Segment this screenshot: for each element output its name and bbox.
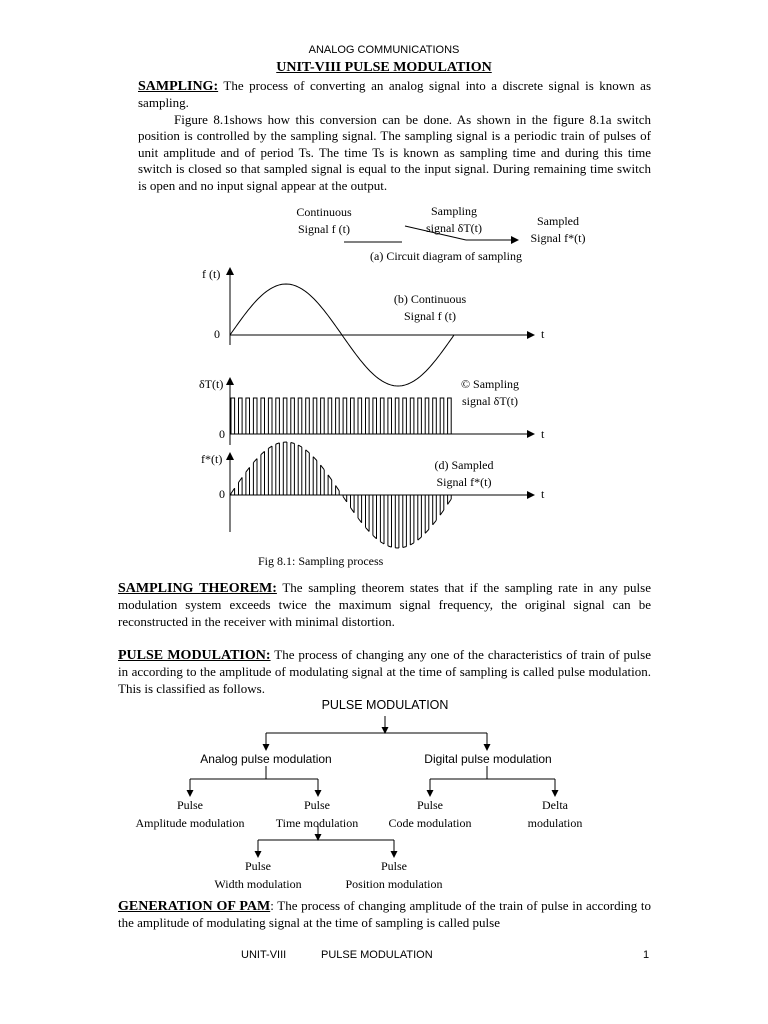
- tree-root: PULSE MODULATION: [321, 698, 449, 712]
- circuit-switch-arm: [405, 226, 466, 240]
- generation-pam-text: : The process of changing amplitude of the train of pulse in according to the amplitude of modulating signal at the time of sampling is called pulse: [118, 898, 652, 931]
- tree-pwm-1: Pulse: [244, 859, 271, 873]
- t-label-3: t: [541, 487, 545, 501]
- sampled-pulse: [291, 443, 295, 496]
- tree-dm-2: modulation: [527, 816, 583, 830]
- sampling-heading: SAMPLING:: [138, 79, 219, 94]
- sampled-pulse: [313, 457, 317, 495]
- running-header: ANALOG COMMUNICATIONS: [308, 44, 460, 56]
- sampling-theorem-heading: SAMPLING THEOREM:: [118, 581, 277, 596]
- tree-pwm-2: Width modulation: [214, 877, 302, 891]
- caption-d-1: (d) Sampled: [434, 458, 494, 472]
- sampled-pulse: [418, 495, 422, 540]
- sampling-pulse-train: [231, 398, 451, 434]
- sampled-pulse: [283, 442, 287, 495]
- sampled-pulse: [261, 451, 265, 495]
- generation-pam-heading: GENERATION OF PAM: [118, 899, 271, 914]
- axis-label-delta: δT(t): [199, 377, 224, 391]
- tree-analog: Analog pulse modulation: [200, 752, 332, 766]
- zero-label-2: 0: [219, 427, 225, 441]
- circuit-switch-label-2: signal δT(t): [426, 221, 482, 235]
- sampling-intro: The process of converting an analog signal into a discrete signal is known as sampling.: [138, 78, 651, 111]
- zero-label-3: 0: [219, 487, 225, 501]
- tree-ptm-2: Time modulation: [275, 816, 359, 830]
- tree-pam-1: Pulse: [176, 798, 203, 812]
- sampled-pulse: [403, 495, 407, 548]
- footer-title: PULSE MODULATION: [321, 949, 433, 961]
- figure-caption: Fig 8.1: Sampling process: [258, 554, 384, 568]
- circuit-switch-label-1: Sampling: [430, 204, 477, 218]
- sampling-theorem-text: The sampling theorem states that if the sampling rate in any pulse modulation system exceeds twice the maximum signal frequency, the original signal can be reconstructed in the receiver with minimal distortion.: [118, 580, 651, 629]
- circuit-output-label-2: Signal f*(t): [530, 231, 586, 245]
- tree-ptm-1: Pulse: [303, 798, 330, 812]
- sampled-pulse: [306, 450, 310, 495]
- classification-tree-lines: [0, 690, 768, 890]
- sampled-pulse: [268, 446, 272, 495]
- sampled-pulse: [425, 495, 429, 533]
- sampling-body-text: Figure 8.1shows how this conversion can be done. As shown in the figure 8.1a switch position is controlled by the sampling signal. The sampling signal is a periodic train of pulses of unit amplitude and of period Ts. The time Ts is known as sampling time and during this time switch is closed so that sampled signal is equal to the input signal. During remaining time switch is open and no input signal appear at the output.: [138, 112, 651, 193]
- circuit-input-label-2: Signal f (t): [298, 222, 350, 236]
- axis-label-f: f (t): [202, 267, 221, 281]
- zero-label-1: 0: [214, 327, 220, 341]
- footer-unit: UNIT-VIII: [241, 949, 287, 961]
- tree-pcm-2: Code modulation: [388, 816, 472, 830]
- sampled-pulse: [410, 495, 414, 545]
- t-label-1: t: [541, 327, 545, 341]
- sampling-theorem-paragraph: [118, 580, 651, 630]
- sampled-pulse: [395, 495, 399, 548]
- tree-dm-1: Delta: [542, 798, 568, 812]
- tree-pcm-1: Pulse: [416, 798, 443, 812]
- caption-b-2: Signal f (t): [404, 309, 456, 323]
- sampled-pulse: [253, 459, 257, 495]
- pulse-modulation-text: The process of changing any one of the characteristics of train of pulse in according to the amplitude of modulating signal at the time of sampling is called pulse modulation. This is classified as follows.: [118, 647, 651, 696]
- sampled-pulse: [380, 495, 384, 544]
- axis-label-fstar: f*(t): [201, 452, 223, 466]
- tree-pam-2: Amplitude modulation: [135, 816, 245, 830]
- sampled-pulse: [373, 495, 377, 539]
- caption-b-1: (b) Continuous: [393, 292, 467, 306]
- pulse-modulation-heading: PULSE MODULATION:: [118, 648, 271, 663]
- caption-a: (a) Circuit diagram of sampling: [370, 249, 522, 263]
- t-label-2: t: [541, 427, 545, 441]
- page-title: UNIT-VIII PULSE MODULATION: [276, 60, 492, 75]
- tree-ppm-2: Position modulation: [345, 877, 443, 891]
- circuit-input-label-1: Continuous: [296, 205, 352, 219]
- tree-ppm-1: Pulse: [380, 859, 407, 873]
- sampled-pulse: [298, 445, 302, 495]
- sampled-pulse: [388, 495, 392, 547]
- caption-d-2: Signal f*(t): [436, 475, 492, 489]
- caption-c-1: © Sampling: [460, 377, 520, 391]
- generation-pam-paragraph: [118, 898, 651, 932]
- sampled-pulse: [276, 443, 280, 495]
- caption-c-2: signal δT(t): [462, 394, 518, 408]
- tree-digital: Digital pulse modulation: [424, 752, 552, 766]
- sampled-pulse: [366, 495, 370, 532]
- circuit-output-label-1: Sampled: [537, 214, 579, 228]
- footer-page-number: 1: [643, 949, 650, 961]
